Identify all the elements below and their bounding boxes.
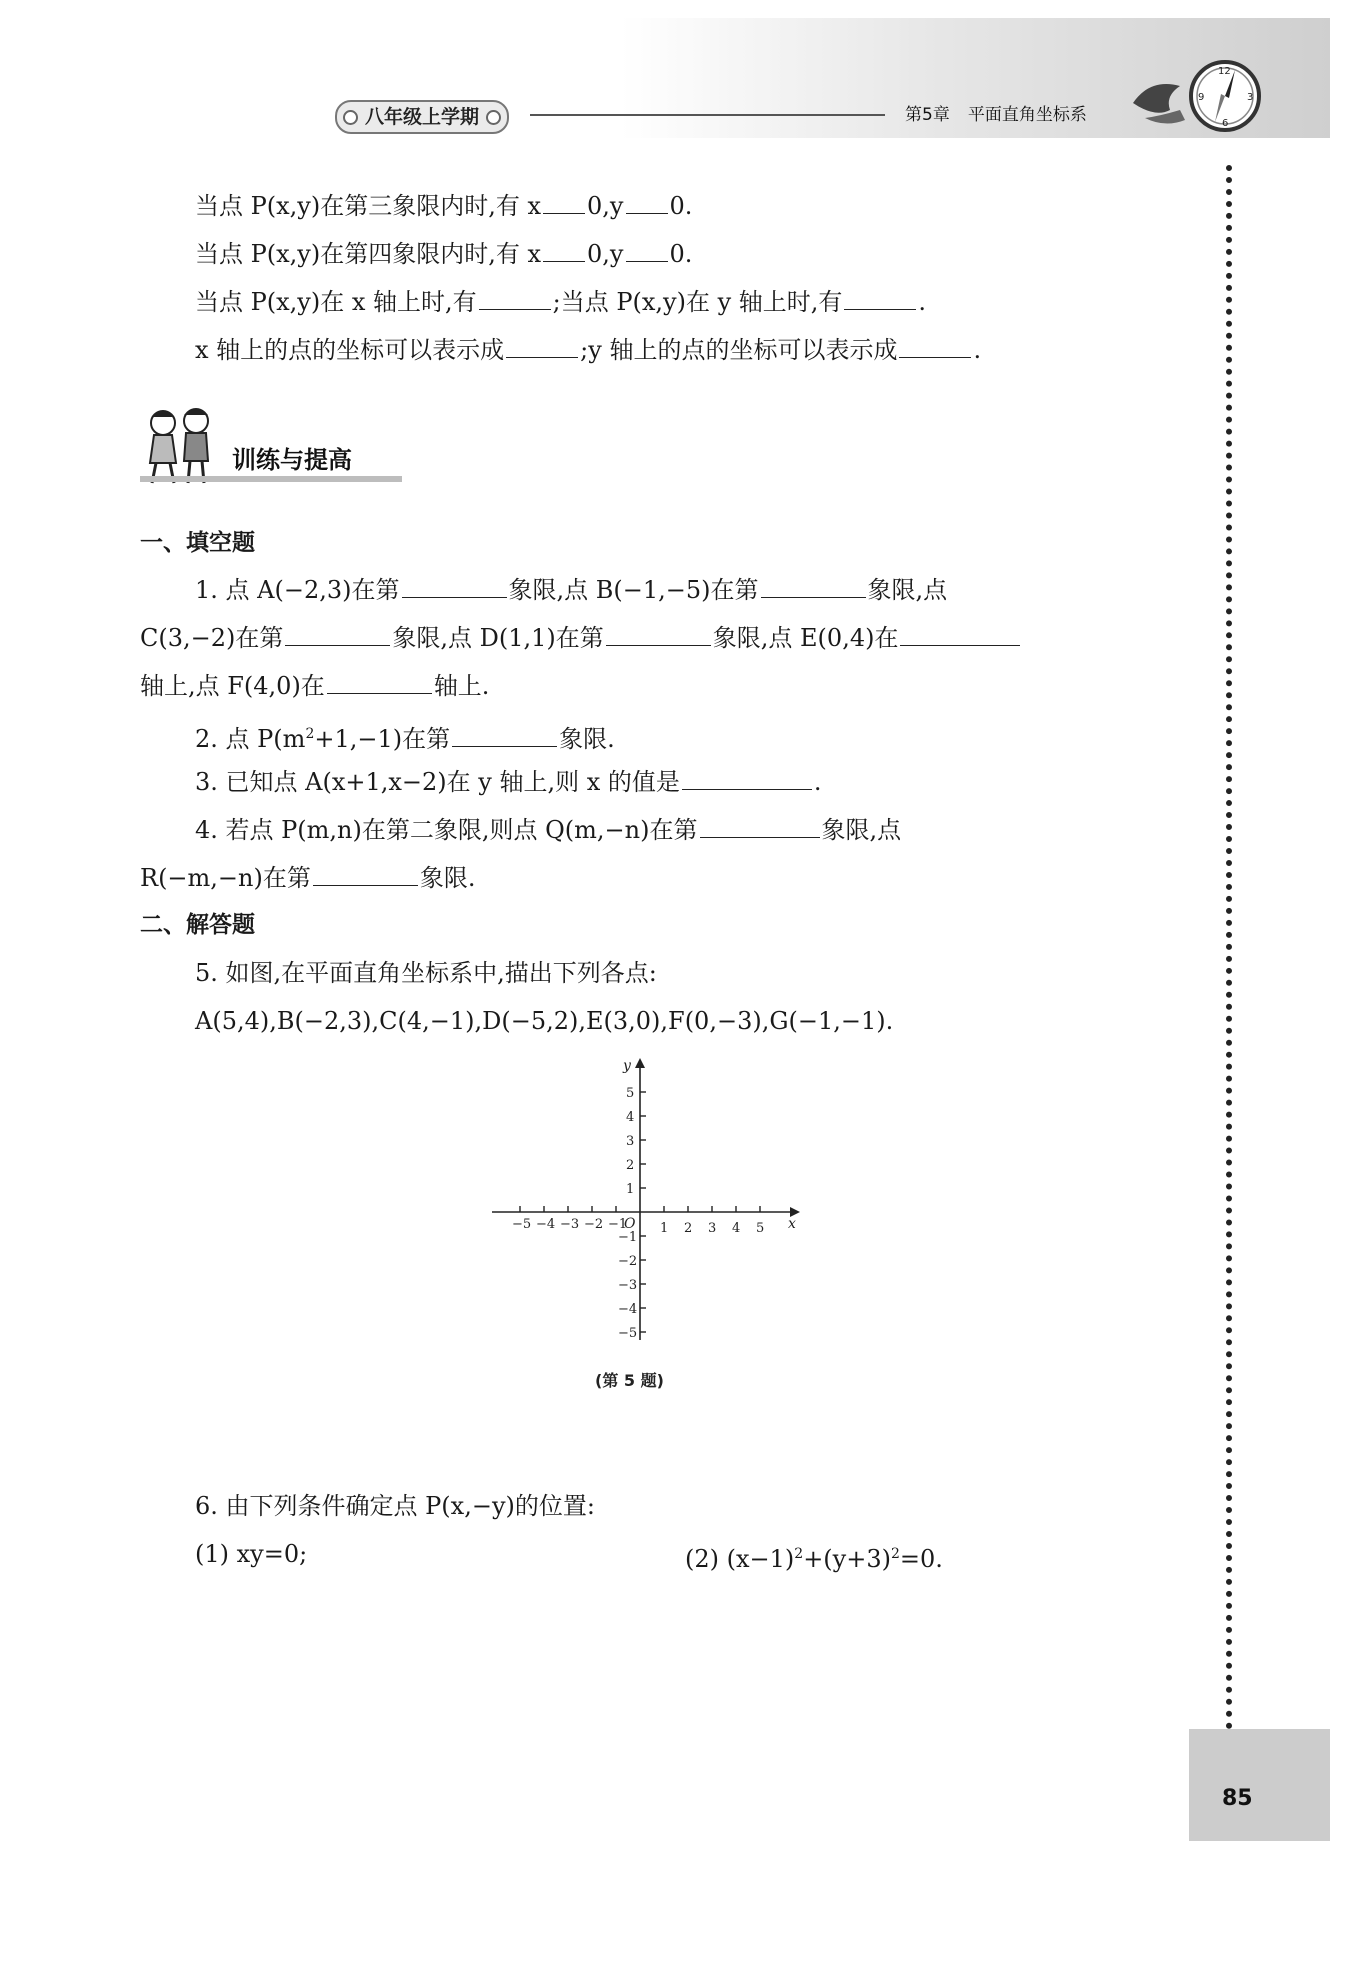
y-tick-label: −1: [618, 1230, 638, 1245]
y-axis-arrow-icon: [635, 1058, 645, 1068]
x-tick-label: −3: [560, 1217, 580, 1232]
intro-text: 当点 P(x,y)在 x 轴上时,有: [195, 288, 477, 316]
section-1-title: 一、填空题: [140, 530, 255, 556]
question-text: 1. 点 A(−2,3)在第: [195, 576, 400, 604]
y-tick-label: 4: [626, 1110, 635, 1125]
superscript: 2: [305, 726, 315, 742]
y-tick-label: 5: [626, 1086, 635, 1101]
intro-line-3: [195, 284, 926, 320]
intro-text: 0.: [669, 240, 693, 268]
question-text: C(3,−2)在第: [140, 624, 284, 652]
svg-text:9: 9: [1198, 92, 1205, 103]
chapter-heading: [905, 100, 1087, 125]
question-text: 4. 若点 P(m,n)在第二象限,则点 Q(m,−n)在第: [195, 816, 698, 844]
question-text: 象限.: [559, 725, 615, 753]
question-text: +1,−1)在第: [314, 725, 451, 753]
chapter-number: 第5章: [905, 105, 950, 125]
answer-blank: [479, 287, 551, 310]
q6-sub-2: [685, 1536, 943, 1577]
q4-line-1: [195, 812, 901, 848]
intro-text: 0.: [669, 192, 693, 220]
answer-blank: [900, 623, 1020, 646]
question-text: 象限,点 D(1,1)在第: [392, 624, 604, 652]
y-tick-label: 2: [626, 1158, 635, 1173]
x-tick-label: −1: [608, 1217, 628, 1232]
intro-line-2: [195, 236, 692, 272]
dotted-margin-rule: [1226, 165, 1232, 1730]
q1-line-2: [140, 620, 1022, 656]
x-tick-label: 2: [684, 1221, 693, 1236]
header-divider: [530, 114, 885, 116]
x-tick-label: −4: [536, 1217, 556, 1232]
answer-blank: [682, 767, 812, 790]
q5-points: A(5,4),B(−2,3),C(4,−1),D(−5,2),E(3,0),F(0,−3),G(−1,−1).: [195, 1007, 894, 1035]
answer-blank: [844, 287, 916, 310]
coordinate-grid: [480, 1050, 810, 1350]
q1-line-3: [140, 668, 489, 704]
origin-label: O: [624, 1216, 636, 1232]
answer-blank: [899, 335, 971, 358]
pill-dot-left-icon: [343, 110, 358, 125]
svg-text:6: 6: [1222, 118, 1229, 129]
y-tick-label: −5: [618, 1326, 638, 1341]
y-tick-label: 3: [626, 1134, 635, 1149]
question-text: R(−m,−n)在第: [140, 864, 311, 892]
answer-blank: [761, 575, 866, 598]
question-text: 轴上,点 F(4,0)在: [140, 672, 325, 700]
q1-line-1: [195, 572, 947, 608]
badge-underline: [140, 476, 402, 482]
answer-blank: [452, 724, 557, 747]
q6-sub-1: (1) xy=0;: [195, 1540, 308, 1568]
section-2-title: 二、解答题: [140, 912, 255, 938]
question-text: 象限,点 B(−1,−5)在第: [508, 576, 759, 604]
svg-text:12: 12: [1218, 66, 1231, 77]
x-tick-label: 1: [660, 1221, 669, 1236]
answer-blank: [543, 239, 585, 262]
x-tick-label: 3: [708, 1221, 717, 1236]
intro-text: 当点 P(x,y)在第四象限内时,有 x: [195, 240, 542, 268]
y-tick-label: −2: [618, 1254, 638, 1269]
chapter-title: 平面直角坐标系: [967, 105, 1087, 125]
question-text: (2) (x−1): [685, 1545, 795, 1573]
answer-blank: [285, 623, 390, 646]
q6-text: 6. 由下列条件确定点 P(x,−y)的位置:: [195, 1492, 595, 1520]
answer-blank: [327, 671, 432, 694]
question-text: .: [813, 768, 822, 796]
page-number-box: [1189, 1729, 1330, 1841]
x-tick-label: −2: [584, 1217, 604, 1232]
question-text: 象限,点: [821, 816, 902, 844]
superscript: 2: [794, 1546, 804, 1562]
q4-line-2: [140, 860, 476, 896]
question-text: =0.: [899, 1545, 943, 1573]
answer-blank: [606, 623, 711, 646]
question-text: 3. 已知点 A(x+1,x−2)在 y 轴上,则 x 的值是: [195, 768, 680, 796]
question-text: 象限.: [419, 864, 476, 892]
intro-text: 0,y: [587, 240, 624, 268]
grade-text: 八年级上学期: [365, 106, 480, 128]
intro-text: .: [973, 336, 982, 364]
question-text: 象限,点: [867, 576, 948, 604]
q5-text: 5. 如图,在平面直角坐标系中,描出下列各点:: [195, 959, 657, 987]
x-tick-label: 5: [756, 1221, 765, 1236]
answer-blank: [626, 239, 668, 262]
svg-text:3: 3: [1247, 92, 1254, 103]
grade-label: [335, 100, 509, 134]
y-tick-label: −4: [618, 1302, 638, 1317]
answer-blank: [700, 815, 820, 838]
x-tick-label: −5: [512, 1217, 532, 1232]
intro-line-4: [195, 332, 981, 368]
intro-text: .: [918, 288, 927, 316]
answer-blank: [313, 863, 418, 886]
figure-caption: (第 5 题): [595, 1371, 664, 1390]
page-number: 85: [1222, 1786, 1253, 1811]
intro-text: ;当点 P(x,y)在 y 轴上时,有: [552, 288, 843, 316]
answer-blank: [543, 191, 585, 214]
intro-text: ;y 轴上的点的坐标可以表示成: [580, 336, 898, 364]
q3-line: [195, 764, 822, 800]
answer-blank: [506, 335, 578, 358]
section-badge-title: 训练与提高: [232, 446, 352, 474]
superscript: 2: [890, 1546, 900, 1562]
intro-text: 当点 P(x,y)在第三象限内时,有 x: [195, 192, 542, 220]
q2-line: [195, 716, 615, 757]
answer-blank: [626, 191, 668, 214]
y-tick-label: −3: [618, 1278, 638, 1293]
x-tick-label: 4: [732, 1221, 741, 1236]
question-text: 象限,点 E(0,4)在: [712, 624, 899, 652]
intro-text: x 轴上的点的坐标可以表示成: [195, 336, 505, 364]
intro-line-1: [195, 188, 692, 224]
question-text: +(y+3): [803, 1545, 891, 1573]
question-text: 轴上.: [433, 672, 490, 700]
intro-text: 0,y: [587, 192, 624, 220]
y-tick-label: 1: [626, 1182, 635, 1197]
question-text: 2. 点 P(m: [195, 725, 306, 753]
pill-dot-right-icon: [486, 110, 501, 125]
answer-blank: [402, 575, 507, 598]
compass-runner-icon: [1125, 48, 1265, 148]
y-axis-label: y: [623, 1058, 631, 1074]
x-axis-label: x: [788, 1216, 796, 1232]
